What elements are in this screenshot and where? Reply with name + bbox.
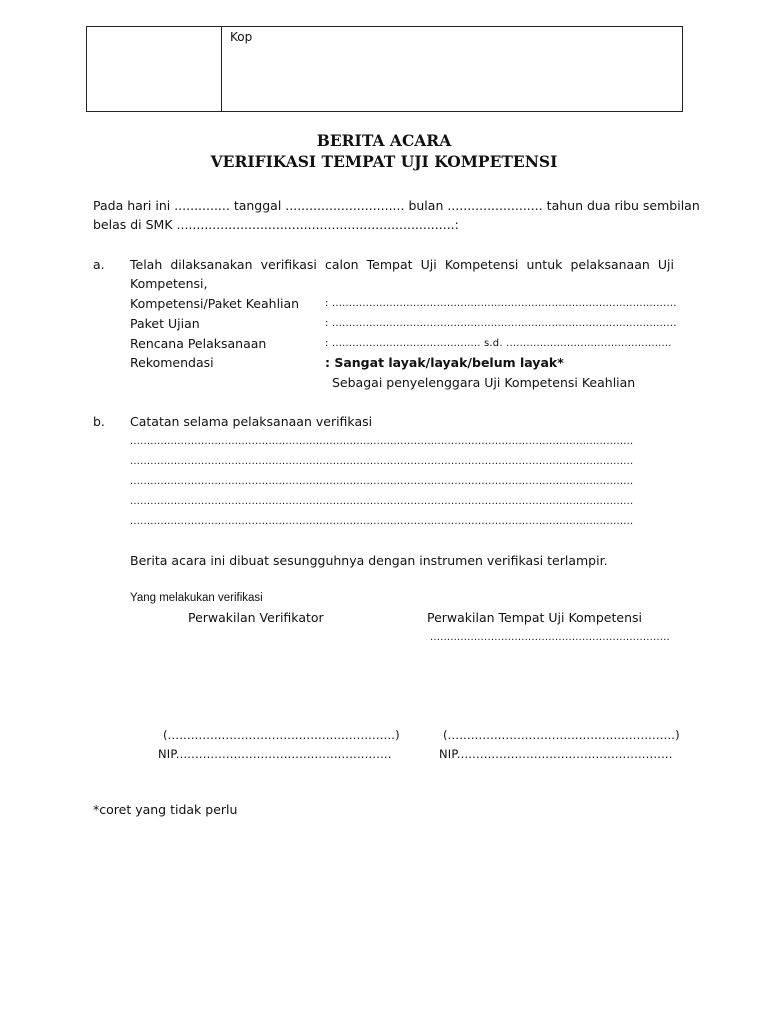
title-line1: BERITA ACARA [316,131,452,150]
kop-table [86,26,683,112]
left-signer-nip: NIP........................................................ [158,747,392,761]
intro-line2: belas di SMK ......................................................................: [93,217,459,232]
note-line-1: ..................................................................................................................................................... [130,436,634,447]
section-b-heading: Catatan selama pelaksanaan verifikasi [130,414,373,429]
field-label-paket-ujian: Paket Ujian [130,316,200,331]
note-line-4: ..................................................................................................................................................... [130,496,634,507]
field-value-rencana: : ............................................ s.d. ................................................. [325,338,672,349]
field-value-kompetensi: : ...................................................................................................... [325,298,677,309]
field-value-paket-ujian: : ...................................................................................................... [325,318,677,329]
field-value-rekomendasi: : Sangat layak/layak/belum layak* [325,355,564,370]
field-label-rekomendasi: Rekomendasi [130,355,214,370]
closing-statement: Berita acara ini dibuat sesungguhnya dengan instrumen verifikasi terlampir. [130,553,608,568]
kop-label: Kop [230,30,253,44]
field-label-kompetensi: Kompetensi/Paket Keahlian [130,296,300,311]
section-a-text1: Telah dilaksanakan verifikasi calon Tempat Uji Kompetensi untuk pelaksanaan Uji [130,257,674,272]
field-label-rencana: Rencana Pelaksanaan [130,336,267,351]
rekomendasi-note: Sebagai penyelenggara Uji Kompetensi Keahlian [332,375,636,390]
left-signer-title: Perwakilan Verifikator [188,610,324,625]
section-b-marker: b. [93,414,105,429]
note-line-3: ..................................................................................................................................................... [130,476,634,487]
right-signer-name: (...........................................................) [443,728,680,742]
note-line-5: ..................................................................................................................................................... [130,516,634,527]
section-a-marker: a. [93,257,105,272]
right-signer-subline: ....................................................................... [430,632,670,643]
left-signer-name: (...........................................................) [163,728,400,742]
intro-line1: Pada hari ini .............. tanggal .............................. bulan ........................ tahun dua ribu sembilan [93,198,700,213]
right-signer-title: Perwakilan Tempat Uji Kompetensi [427,610,642,625]
right-signer-nip: NIP........................................................ [439,747,673,761]
title-line2: VERIFIKASI TEMPAT UJI KOMPETENSI [210,152,558,171]
footnote: *coret yang tidak perlu [93,802,238,817]
note-line-2: ..................................................................................................................................................... [130,456,634,467]
kop-logo-cell [87,27,222,111]
section-a-text2: Kompetensi, [130,276,208,291]
signature-heading: Yang melakukan verifikasi [130,592,263,604]
